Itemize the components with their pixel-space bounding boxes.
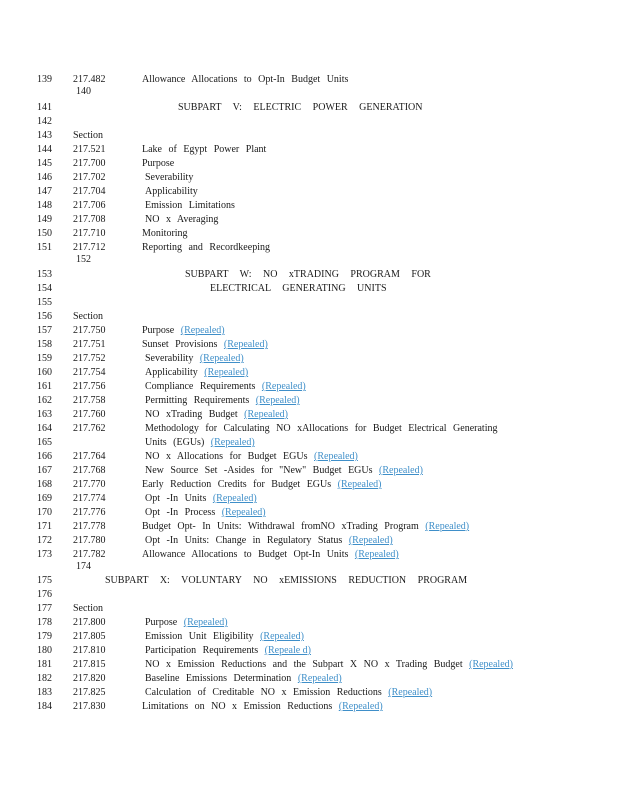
document-line bbox=[36, 185, 596, 199]
line-number: 153 bbox=[37, 269, 52, 280]
repealed-link[interactable]: (Repealed) bbox=[337, 479, 382, 490]
section-title-text: Budget Opt- In Units: Withdrawal fromNO xTrading Program bbox=[142, 521, 419, 532]
repealed-link[interactable]: (Repealed) bbox=[260, 631, 304, 642]
line-number: 160 bbox=[37, 367, 52, 378]
section-number: 217.774 bbox=[73, 493, 106, 504]
line-number: 151 bbox=[37, 242, 52, 253]
section-number: 217.782 bbox=[73, 549, 106, 560]
line-number: 176 bbox=[37, 589, 52, 600]
section-title-text: Early Reduction Credits for Budget EGUs bbox=[142, 479, 332, 490]
document-line bbox=[36, 534, 596, 548]
section-title-text: New Source Set -Asides for "New" Budget EGUs bbox=[145, 465, 373, 476]
line-number: 146 bbox=[37, 172, 52, 183]
line-number: 170 bbox=[37, 507, 52, 518]
line-number: 182 bbox=[37, 673, 52, 684]
section-title bbox=[145, 534, 393, 548]
section-title bbox=[145, 185, 198, 199]
section-number: 217.768 bbox=[73, 465, 106, 476]
document-line bbox=[36, 658, 596, 672]
line-number: 158 bbox=[37, 339, 52, 350]
document-line bbox=[36, 324, 596, 338]
document-line bbox=[36, 101, 596, 115]
section-number: 217.810 bbox=[73, 645, 106, 656]
repealed-link[interactable]: (Repealed) bbox=[180, 325, 225, 336]
section-title bbox=[145, 658, 513, 672]
line-number: 139 bbox=[37, 74, 52, 85]
section-number: 217.778 bbox=[73, 521, 106, 532]
section-title bbox=[145, 686, 432, 700]
document-line bbox=[36, 310, 596, 324]
section-number: 217.751 bbox=[73, 339, 106, 350]
section-title bbox=[145, 672, 342, 686]
section-title-text: NO x Emission Reductions and the Subpart X NO x Trading Budget bbox=[145, 659, 463, 670]
repealed-link[interactable]: (Repealed) bbox=[183, 617, 228, 628]
section-title-text: NO xTrading Budget bbox=[145, 409, 238, 420]
document-line bbox=[36, 282, 596, 296]
section-title-text: Emission Limitations bbox=[145, 200, 235, 211]
section-title-text: Baseline Emissions Determination bbox=[145, 673, 292, 684]
document-line bbox=[36, 241, 596, 265]
section-number: 217.815 bbox=[73, 659, 106, 670]
continuation-line-number: 174 bbox=[76, 561, 91, 572]
document-line bbox=[36, 520, 596, 534]
repealed-link[interactable]: (Repealed) bbox=[338, 701, 383, 712]
document-line bbox=[36, 338, 596, 352]
document-line bbox=[36, 380, 596, 394]
section-title-text: Allowance Allocations to Budget Opt-In Units bbox=[142, 549, 349, 560]
section-title-text: Purpose bbox=[142, 158, 175, 169]
section-title bbox=[145, 408, 288, 422]
section-title-text: Opt -In Units bbox=[145, 493, 207, 504]
section-title bbox=[145, 492, 257, 506]
repealed-link[interactable]: (Repeale d) bbox=[264, 645, 312, 656]
line-number: 163 bbox=[37, 409, 52, 420]
section-number: 217.704 bbox=[73, 186, 106, 197]
document-line bbox=[36, 171, 596, 185]
section-number: 217.760 bbox=[73, 409, 106, 420]
section-number: 217.830 bbox=[73, 701, 106, 712]
section-title bbox=[145, 380, 306, 394]
section-title-text: Lake of Egypt Power Plant bbox=[142, 144, 267, 155]
document-line bbox=[36, 436, 596, 450]
line-number: 175 bbox=[37, 575, 52, 586]
section-number: 217.750 bbox=[73, 325, 106, 336]
section-title bbox=[145, 450, 358, 464]
section-title bbox=[142, 241, 270, 255]
section-number: 217.756 bbox=[73, 381, 106, 392]
repealed-link[interactable]: (Repealed) bbox=[388, 687, 433, 698]
section-title bbox=[145, 366, 248, 380]
document-line bbox=[36, 450, 596, 464]
section-title bbox=[142, 700, 383, 714]
section-title-text: Opt -In Units: Change in Regulatory Status bbox=[145, 535, 343, 546]
section-title-text: Severability bbox=[145, 353, 194, 364]
line-number: 184 bbox=[37, 701, 52, 712]
line-number: 180 bbox=[37, 645, 52, 656]
section-title bbox=[145, 506, 266, 520]
section-title bbox=[145, 171, 193, 185]
line-number: 178 bbox=[37, 617, 52, 628]
document-line bbox=[36, 630, 596, 644]
document-line bbox=[36, 492, 596, 506]
repealed-link[interactable]: (Repealed) bbox=[297, 673, 342, 684]
document-line bbox=[36, 506, 596, 520]
line-number: 164 bbox=[37, 423, 52, 434]
section-number: 217.752 bbox=[73, 353, 106, 364]
section-title-text: Limitations on NO x Emission Reductions bbox=[142, 701, 333, 712]
section-number: 217.708 bbox=[73, 214, 106, 225]
section-title-text: Permitting Requirements bbox=[145, 395, 250, 406]
section-title-text: Reporting and Recordkeeping bbox=[142, 242, 270, 253]
document-line bbox=[36, 143, 596, 157]
section-title-text: Allowance Allocations to Opt-In Budget Units bbox=[142, 74, 349, 85]
section-number: 217.758 bbox=[73, 395, 106, 406]
document-line bbox=[36, 115, 596, 129]
line-number: 181 bbox=[37, 659, 52, 670]
section-title-text: Methodology for Calculating NO xAllocations for Budget Electrical Generating bbox=[145, 423, 498, 434]
document-line bbox=[36, 129, 596, 143]
section-number: Section bbox=[73, 603, 103, 614]
section-title bbox=[145, 394, 300, 408]
subpart-heading: SUBPART X: VOLUNTARY NO xEMISSIONS REDUCTION PROGRAM bbox=[105, 575, 468, 586]
continuation-line-number: 152 bbox=[76, 254, 91, 265]
line-number: 148 bbox=[37, 200, 52, 211]
document-line bbox=[36, 352, 596, 366]
section-title bbox=[142, 324, 225, 338]
document-line bbox=[36, 588, 596, 602]
section-title bbox=[145, 436, 255, 450]
section-title-text: Sunset Provisions bbox=[142, 339, 218, 350]
document-line bbox=[36, 422, 596, 436]
section-title-text: Opt -In Process bbox=[145, 507, 216, 518]
line-number: 173 bbox=[37, 549, 52, 560]
section-title bbox=[142, 520, 469, 534]
document-line bbox=[36, 574, 596, 588]
section-number: 217.805 bbox=[73, 631, 106, 642]
repealed-link[interactable]: (Repealed) bbox=[354, 549, 399, 560]
section-title bbox=[145, 644, 311, 658]
document-line bbox=[36, 73, 596, 97]
document-line bbox=[36, 478, 596, 492]
line-number: 179 bbox=[37, 631, 52, 642]
section-title-text: Purpose bbox=[145, 617, 178, 628]
section-number: 217.762 bbox=[73, 423, 106, 434]
section-number: 217.770 bbox=[73, 479, 106, 490]
section-title-text: Emission Unit Eligibility bbox=[145, 631, 254, 642]
repealed-link[interactable]: (Repealed) bbox=[314, 451, 358, 462]
document-line bbox=[36, 616, 596, 630]
section-title bbox=[142, 73, 348, 87]
section-number: 217.825 bbox=[73, 687, 106, 698]
document-line bbox=[36, 408, 596, 422]
line-number: 141 bbox=[37, 102, 52, 113]
line-number: 143 bbox=[37, 130, 52, 141]
line-number: 165 bbox=[37, 437, 52, 448]
line-number: 154 bbox=[37, 283, 52, 294]
section-title-text: Purpose bbox=[142, 325, 175, 336]
repealed-link[interactable]: (Repealed) bbox=[199, 353, 244, 364]
repealed-link[interactable]: (Repealed) bbox=[255, 395, 300, 406]
section-title bbox=[142, 227, 188, 241]
line-number: 155 bbox=[37, 297, 52, 308]
section-number: 217.800 bbox=[73, 617, 106, 628]
section-title bbox=[145, 213, 218, 227]
repealed-link[interactable]: (Repealed) bbox=[212, 493, 257, 504]
line-number: 183 bbox=[37, 687, 52, 698]
line-number: 147 bbox=[37, 186, 52, 197]
repealed-link[interactable]: (Repealed) bbox=[223, 339, 268, 350]
section-title bbox=[145, 616, 228, 630]
section-title bbox=[145, 352, 244, 366]
section-title-text: Applicability bbox=[145, 367, 198, 378]
line-number: 177 bbox=[37, 603, 52, 614]
line-number: 145 bbox=[37, 158, 52, 169]
section-title bbox=[142, 338, 268, 352]
section-title-text: NO x Averaging bbox=[145, 214, 219, 225]
document-line bbox=[36, 227, 596, 241]
document-line bbox=[36, 157, 596, 171]
document-line bbox=[36, 268, 596, 282]
section-number: 217.702 bbox=[73, 172, 106, 183]
section-title bbox=[145, 464, 423, 478]
line-number: 150 bbox=[37, 228, 52, 239]
line-number: 169 bbox=[37, 493, 52, 504]
section-number: 217.820 bbox=[73, 673, 106, 684]
repealed-link[interactable]: (Repealed) bbox=[348, 535, 393, 546]
section-title bbox=[142, 157, 174, 171]
document-line bbox=[36, 700, 596, 714]
repealed-link[interactable]: (Repealed) bbox=[244, 409, 289, 420]
subpart-heading: SUBPART V: ELECTRIC POWER GENERATION bbox=[178, 102, 423, 113]
document-line bbox=[36, 602, 596, 616]
continuation-line-number: 140 bbox=[76, 86, 91, 97]
section-number: 217.706 bbox=[73, 200, 106, 211]
section-title bbox=[145, 199, 235, 213]
subpart-heading: ELECTRICAL GENERATING UNITS bbox=[210, 283, 387, 294]
section-title bbox=[142, 548, 399, 562]
line-number: 172 bbox=[37, 535, 52, 546]
line-number: 167 bbox=[37, 465, 52, 476]
repealed-link[interactable]: (Repealed) bbox=[210, 437, 255, 448]
repealed-link[interactable]: (Repealed) bbox=[425, 521, 470, 532]
section-title-text: Units (EGUs) bbox=[145, 437, 205, 448]
section-title-text: Monitoring bbox=[142, 228, 188, 239]
section-number: 217.764 bbox=[73, 451, 106, 462]
line-number: 161 bbox=[37, 381, 52, 392]
subpart-heading: SUBPART W: NO xTRADING PROGRAM FOR bbox=[185, 269, 431, 280]
repealed-link[interactable]: (Repealed) bbox=[469, 659, 513, 670]
section-title bbox=[145, 422, 497, 436]
section-title bbox=[142, 478, 382, 492]
document-line bbox=[36, 296, 596, 310]
section-number: 217.700 bbox=[73, 158, 106, 169]
line-number: 149 bbox=[37, 214, 52, 225]
document-line bbox=[36, 686, 596, 700]
line-number: 142 bbox=[37, 116, 52, 127]
section-title bbox=[145, 630, 304, 644]
section-number: 217.754 bbox=[73, 367, 106, 378]
document-line bbox=[36, 548, 596, 572]
repealed-link[interactable]: (Repealed) bbox=[261, 381, 306, 392]
line-number: 159 bbox=[37, 353, 52, 364]
section-title-text: NO x Allocations for Budget EGUs bbox=[145, 451, 308, 462]
section-number: 217.780 bbox=[73, 535, 106, 546]
document-line bbox=[36, 366, 596, 380]
section-number: 217.482 bbox=[73, 74, 106, 85]
section-title-text: Applicability bbox=[145, 186, 198, 197]
section-title-text: Compliance Requirements bbox=[145, 381, 256, 392]
section-title bbox=[142, 143, 266, 157]
section-title-text: Calculation of Creditable NO x Emission Reductions bbox=[145, 687, 382, 698]
section-number: 217.776 bbox=[73, 507, 106, 518]
line-number: 157 bbox=[37, 325, 52, 336]
document-line bbox=[36, 394, 596, 408]
line-number: 144 bbox=[37, 144, 52, 155]
document-line bbox=[36, 644, 596, 658]
document-line bbox=[36, 213, 596, 227]
document-line bbox=[36, 672, 596, 686]
document-line bbox=[36, 464, 596, 478]
section-number: 217.521 bbox=[73, 144, 106, 155]
section-number: 217.712 bbox=[73, 242, 106, 253]
line-number: 162 bbox=[37, 395, 52, 406]
document-line bbox=[36, 199, 596, 213]
section-number: Section bbox=[73, 311, 103, 322]
line-number: 166 bbox=[37, 451, 52, 462]
section-title-text: Severability bbox=[145, 172, 194, 183]
repealed-link[interactable]: (Repealed) bbox=[221, 507, 266, 518]
line-number: 168 bbox=[37, 479, 52, 490]
repealed-link[interactable]: (Repealed) bbox=[204, 367, 249, 378]
section-title-text: Participation Requirements bbox=[145, 645, 259, 656]
line-number: 171 bbox=[37, 521, 52, 532]
section-number: 217.710 bbox=[73, 228, 106, 239]
section-number: Section bbox=[73, 130, 103, 141]
repealed-link[interactable]: (Repealed) bbox=[379, 465, 423, 476]
line-number: 156 bbox=[37, 311, 52, 322]
